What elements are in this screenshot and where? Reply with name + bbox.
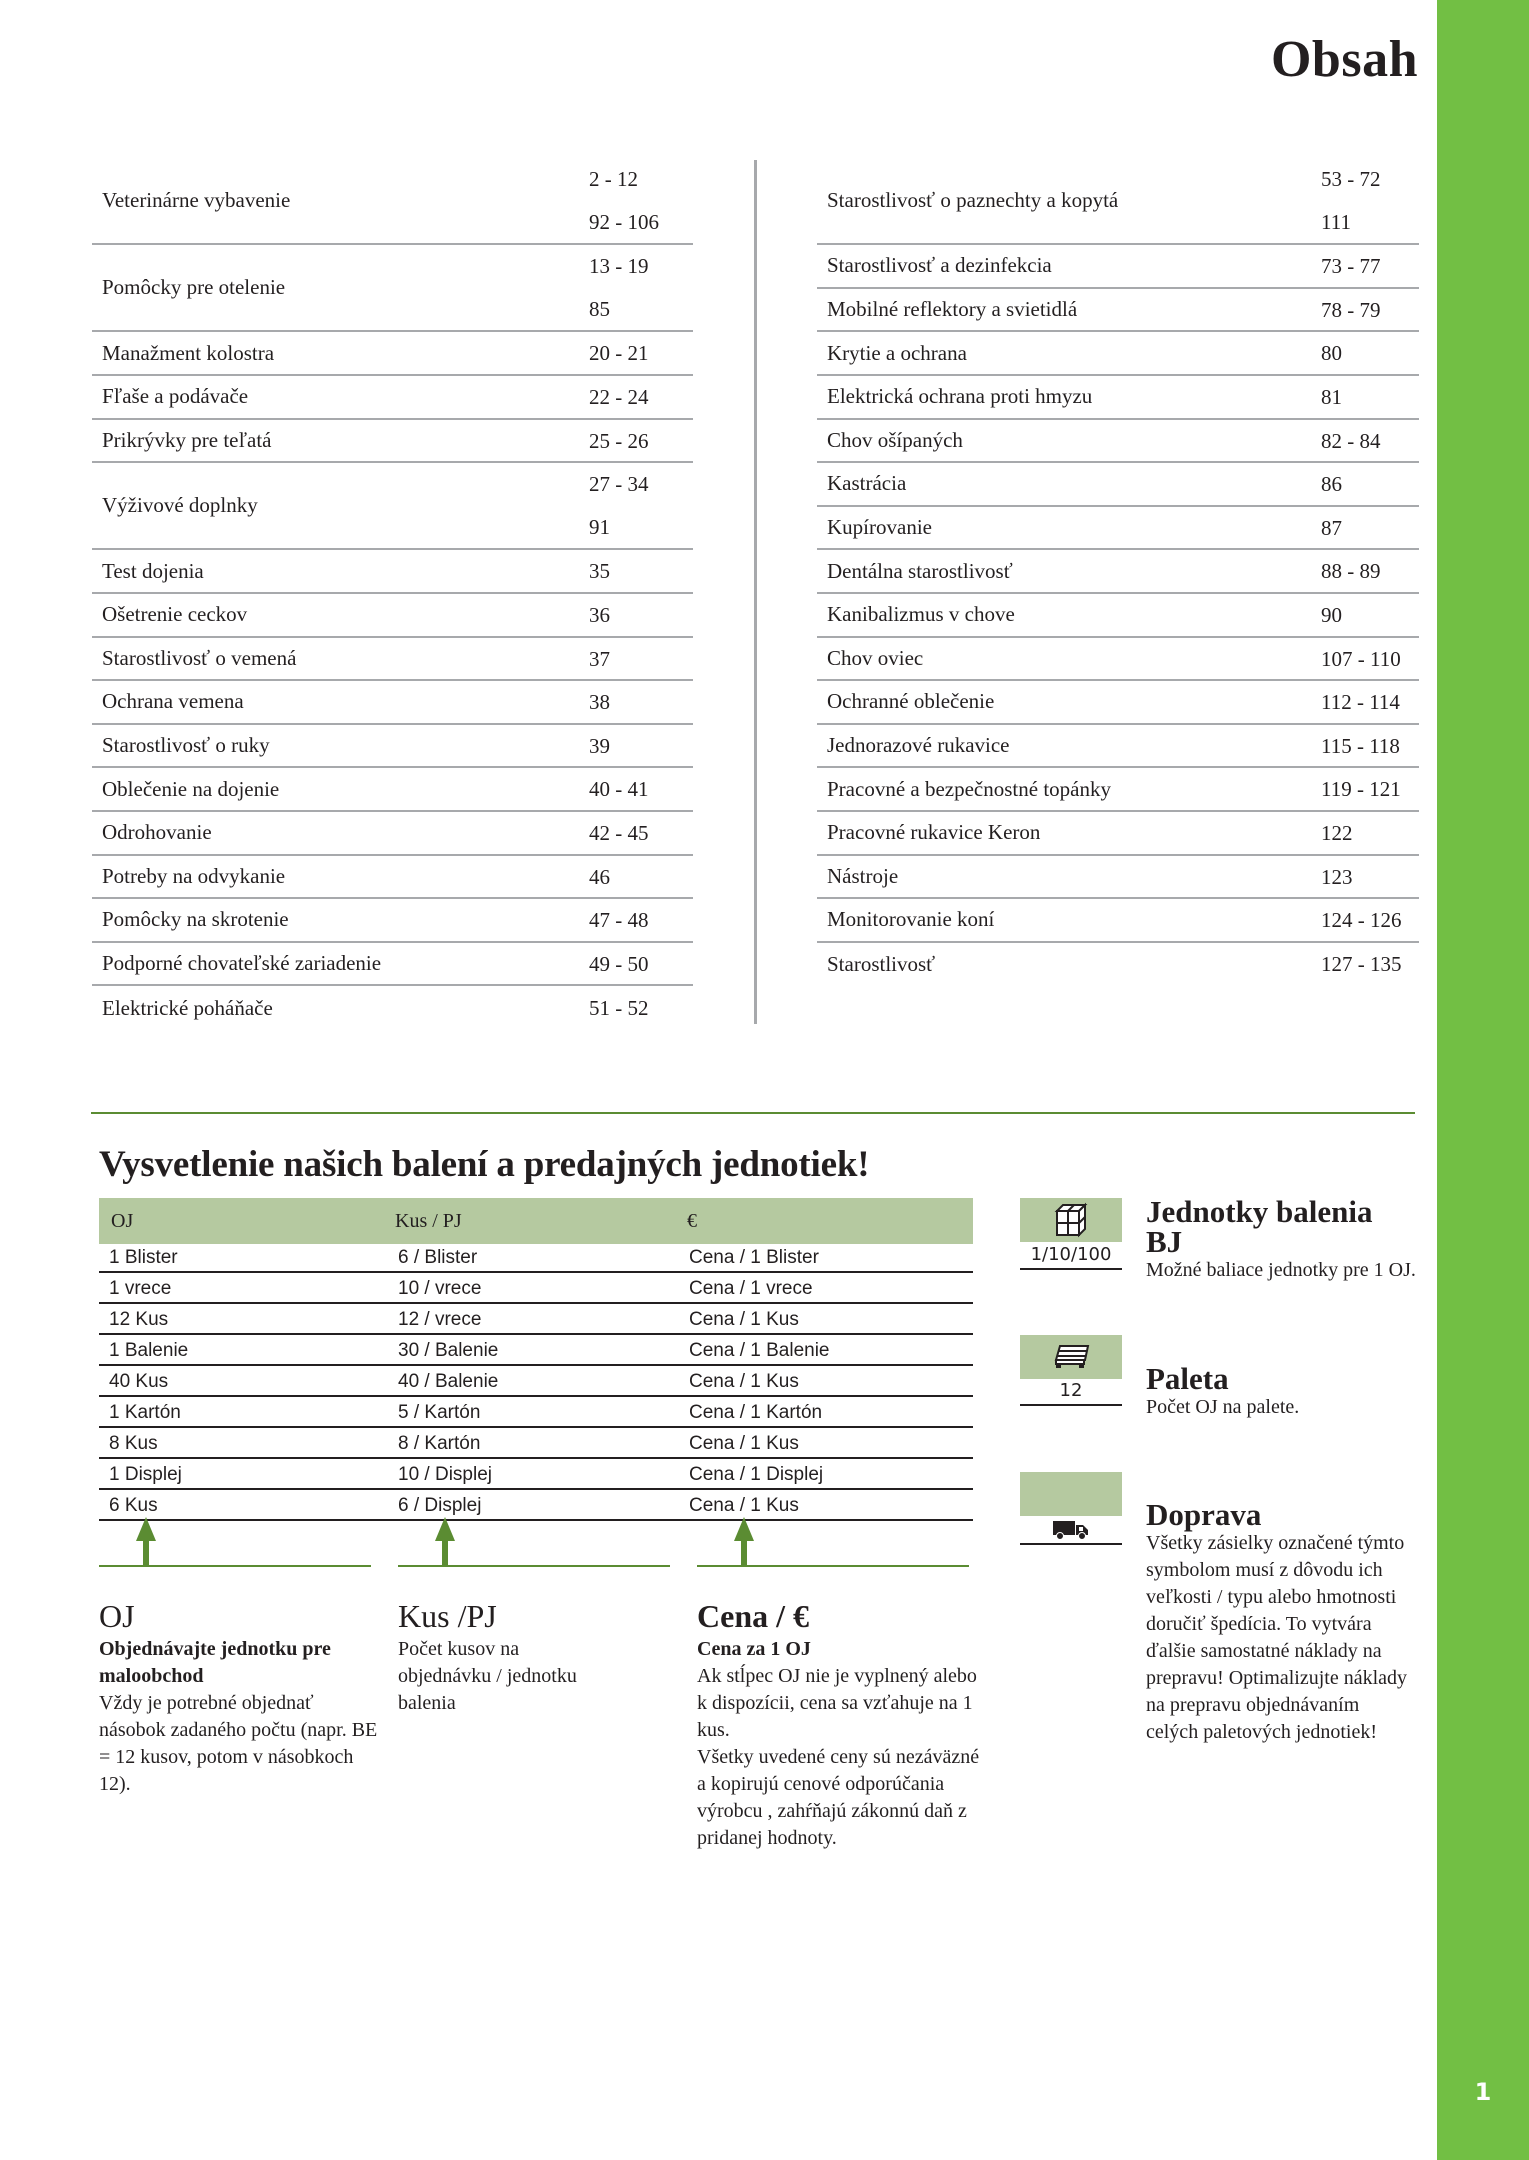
shipping-color-box (1020, 1472, 1122, 1516)
pallet-icon-box (1020, 1335, 1122, 1379)
toc-entry[interactable] (92, 463, 693, 550)
toc-entry[interactable] (817, 420, 1419, 464)
toc-entry[interactable] (817, 768, 1419, 812)
toc-entry-label: Chov oviec (827, 645, 924, 670)
toc-entry-label: Pomôcky na skrotenie (102, 907, 289, 932)
toc-page-range: 85 (589, 297, 610, 322)
explanation-kus-title: Kus /PJ (398, 1598, 497, 1634)
explanation-cena-subtitle: Cena za 1 OJ (697, 1638, 811, 1660)
toc-entry[interactable] (92, 594, 693, 638)
toc-page-range: 37 (589, 646, 610, 671)
toc-entry[interactable] (817, 681, 1419, 725)
toc-entry[interactable] (92, 812, 693, 856)
units-table (99, 1198, 973, 1521)
toc-entry-pages (1321, 812, 1419, 854)
toc-entry-pages (589, 681, 693, 723)
toc-page-range: 2 - 12 (589, 167, 638, 191)
explanation-cena-text1: Ak stĺpec OJ nie je vyplnený alebo k dispozícii, cena sa vzťahuje na 1 kus. (697, 1665, 977, 1741)
cell-kus-pj: 5 / Kartón (398, 1402, 481, 1424)
explanation-kus-text: Počet kusov na objednávku / jednotku balenia (398, 1638, 577, 1714)
toc-entry-label: Výživové doplnky (102, 493, 258, 518)
cell-price: Cena / 1 vrece (689, 1278, 813, 1300)
toc-entry[interactable] (817, 725, 1419, 769)
toc-entry-label: Potreby na odvykanie (102, 863, 286, 888)
pallet-title: Paleta (1146, 1361, 1229, 1396)
cell-price: Cena / 1 Kus (689, 1433, 799, 1455)
toc-entry[interactable] (92, 681, 693, 725)
packaging-icon-box (1020, 1198, 1122, 1242)
green-side-bar (1437, 0, 1529, 2160)
header-oj: OJ (111, 1209, 134, 1232)
arrow-oj (99, 1515, 371, 1567)
toc-right-column (817, 158, 1419, 986)
cell-price: Cena / 1 Balenie (689, 1340, 830, 1362)
cell-kus-pj: 40 / Balenie (398, 1371, 499, 1393)
toc-page-range: 87 (1321, 515, 1342, 540)
page-title: Obsah (1270, 31, 1418, 88)
toc-entry-pages (1321, 856, 1419, 898)
toc-entry-pages (589, 899, 693, 941)
toc-entry[interactable] (817, 507, 1419, 551)
toc-entry[interactable] (817, 856, 1419, 900)
shipping-title: Doprava (1146, 1497, 1262, 1532)
header-kus-pj: Kus / PJ (395, 1209, 462, 1232)
shipping-legend (1146, 1497, 1416, 1746)
toc-page-range: 35 (589, 559, 610, 584)
toc-entry-label: Dentálna starostlivosť (827, 558, 1013, 583)
toc-entry-label: Pracovné a bezpečnostné topánky (827, 776, 1111, 801)
toc-entry-label: Starostlivosť (827, 951, 936, 976)
pallet-icon (1052, 1344, 1090, 1370)
toc-entry-pages (1321, 638, 1419, 680)
toc-entry[interactable] (817, 550, 1419, 594)
toc-entry-pages (1321, 376, 1419, 418)
toc-entry[interactable] (92, 638, 693, 682)
toc-entry[interactable] (817, 158, 1419, 245)
toc-page-range: 107 - 110 (1321, 646, 1401, 671)
toc-entry-label: Prikrývky pre teľatá (102, 427, 272, 452)
cell-price: Cena / 1 Kus (689, 1495, 799, 1517)
toc-entry[interactable] (92, 943, 693, 987)
cell-kus-pj: 6 / Displej (398, 1495, 482, 1517)
toc-page-range: 46 (589, 864, 610, 889)
toc-entry-label: Starostlivosť o paznechty a kopytá (827, 188, 1119, 213)
shipping-text: Všetky zásielky označené týmto symbolom musí z dôvodu ich veľkosti / typu alebo hmotnosti doručiť špedícia. To vytvára ďalšie samostatné náklady na prepravu! Optimalizujte náklady na prepravu objednávaním celých paletových jednotiek! (1146, 1532, 1408, 1743)
pallet-legend (1146, 1361, 1416, 1421)
units-table-body (99, 1244, 973, 1521)
toc-entry-pages (1321, 289, 1419, 331)
explanation-oj-subtitle: Objednávajte jednotku pre maloobchod (99, 1638, 331, 1687)
toc-page-range: 86 (1321, 472, 1342, 497)
cell-price: Cena / 1 Displej (689, 1464, 824, 1486)
toc-entry-pages (589, 943, 693, 985)
toc-entry-pages (589, 332, 693, 374)
toc-page-range: 81 (1321, 384, 1342, 409)
toc-entry-pages (589, 856, 693, 898)
toc-entry[interactable] (817, 594, 1419, 638)
cell-kus-pj: 30 / Balenie (398, 1340, 499, 1362)
toc-left-column (92, 158, 693, 1030)
toc-entry-label: Kastrácia (827, 471, 907, 496)
units-table-row (99, 1366, 973, 1397)
toc-page-range: 25 - 26 (589, 428, 649, 453)
toc-entry-label: Elektrické poháňače (102, 995, 273, 1020)
toc-entry-label: Odrohovanie (102, 820, 212, 845)
toc-page-range: 36 (589, 602, 610, 627)
cell-kus-pj: 12 / vrece (398, 1309, 482, 1331)
packaging-caption: 1/10/100 (1020, 1244, 1122, 1270)
cell-oj: 12 Kus (109, 1309, 169, 1331)
toc-page-range: 40 - 41 (589, 777, 649, 802)
toc-entry-pages (1321, 943, 1419, 987)
explanation-kus (398, 1598, 578, 1717)
cell-oj: 1 Blister (109, 1247, 178, 1269)
toc-entry-pages (589, 376, 693, 418)
cell-oj: 8 Kus (109, 1433, 158, 1455)
toc-entry-label: Fľaše a podávače (102, 384, 249, 409)
toc-page-range: 115 - 118 (1321, 733, 1400, 758)
toc-entry-label: Mobilné reflektory a svietidlá (827, 297, 1078, 322)
cell-oj: 1 Kartón (109, 1402, 181, 1424)
page-number: 1 (1474, 2078, 1492, 2106)
toc-page-range: 122 (1321, 820, 1353, 845)
toc-entry-pages (1321, 550, 1419, 592)
cell-kus-pj: 10 / vrece (398, 1278, 482, 1300)
toc-entry-label: Pomôcky pre otelenie (102, 275, 286, 300)
toc-entry-pages (589, 768, 693, 810)
toc-entry-label: Krytie a ochrana (827, 340, 967, 365)
toc-entry-label: Nástroje (827, 863, 899, 888)
units-table-row (99, 1428, 973, 1459)
toc-page-range: 53 - 72 (1321, 167, 1381, 191)
toc-entry[interactable] (92, 420, 693, 464)
cell-price: Cena / 1 Kartón (689, 1402, 823, 1424)
toc-page-range: 80 (1321, 341, 1342, 366)
cell-oj: 1 Displej (109, 1464, 182, 1486)
arrow-cena (697, 1515, 969, 1567)
toc-entry-label: Elektrická ochrana proti hmyzu (827, 384, 1093, 409)
shipping-caption (1020, 1516, 1122, 1545)
toc-entry[interactable] (92, 768, 693, 812)
toc-entry[interactable] (817, 245, 1419, 289)
toc-page-range: 124 - 126 (1321, 908, 1402, 933)
toc-page-range: 20 - 21 (589, 341, 649, 366)
section-divider (91, 1112, 1415, 1114)
toc-entry-pages (589, 245, 693, 330)
toc-entry-pages (1321, 158, 1419, 243)
toc-entry-pages (1321, 681, 1419, 723)
toc-page-range: 51 - 52 (589, 995, 649, 1020)
toc-entry-pages (1321, 768, 1419, 810)
toc-entry-label: Test dojenia (102, 558, 204, 583)
cell-oj: 40 Kus (109, 1371, 169, 1393)
units-table-row (99, 1273, 973, 1304)
toc-page-range: 127 - 135 (1321, 951, 1402, 976)
explanation-oj (99, 1598, 379, 1798)
cell-kus-pj: 8 / Kartón (398, 1433, 481, 1455)
toc-entry[interactable] (817, 812, 1419, 856)
toc-entry-label: Ochranné oblečenie (827, 689, 995, 714)
toc-entry-label: Kupírovanie (827, 515, 932, 540)
arrow-up-icon (132, 1515, 160, 1567)
toc-page-range: 91 (589, 515, 610, 540)
toc-entry[interactable] (92, 986, 693, 1030)
toc-entry-label: Oblečenie na dojenie (102, 776, 280, 801)
toc-page-range: 111 (1321, 210, 1351, 234)
toc-entry[interactable] (817, 943, 1419, 987)
units-table-row (99, 1244, 973, 1273)
cell-price: Cena / 1 Blister (689, 1247, 819, 1269)
toc-entry[interactable] (92, 332, 693, 376)
toc-entry-pages (589, 594, 693, 636)
toc-entry-pages (1321, 245, 1419, 287)
toc-entry-pages (1321, 463, 1419, 505)
cell-kus-pj: 10 / Displej (398, 1464, 492, 1486)
toc-entry-label: Starostlivosť o ruky (102, 733, 270, 758)
toc-entry-label: Ošetrenie ceckov (102, 602, 248, 627)
toc-entry-pages (589, 725, 693, 767)
toc-entry-label: Chov ošípaných (827, 427, 963, 452)
units-section-title: Vysvetlenie našich balení a predajných jednotiek! (99, 1144, 870, 1185)
toc-page-range: 82 - 84 (1321, 428, 1381, 453)
toc-entry-pages (1321, 420, 1419, 462)
cell-oj: 1 vrece (109, 1278, 172, 1300)
toc-entry-label: Veterinárne vybavenie (102, 188, 291, 213)
toc-entry-label: Monitorovanie koní (827, 907, 995, 932)
arrow-up-icon (431, 1515, 459, 1567)
toc-entry-pages (1321, 594, 1419, 636)
toc-entry-label: Starostlivosť a dezinfekcia (827, 253, 1052, 278)
toc-page-range: 90 (1321, 602, 1342, 627)
header-euro: € (687, 1209, 697, 1232)
toc-entry[interactable] (817, 463, 1419, 507)
toc-entry-pages (1321, 507, 1419, 549)
toc-page-range: 123 (1321, 864, 1353, 889)
toc-entry[interactable] (817, 899, 1419, 943)
units-table-row (99, 1459, 973, 1490)
toc-entry[interactable] (92, 856, 693, 900)
units-table-row (99, 1304, 973, 1335)
toc-entry-pages (589, 986, 693, 1030)
arrow-kus (398, 1515, 670, 1567)
toc-entry[interactable] (92, 158, 693, 245)
packaging-legend (1146, 1194, 1416, 1284)
toc-page-range: 88 - 89 (1321, 559, 1381, 584)
toc-entry-pages (589, 638, 693, 680)
toc-entry-pages (1321, 725, 1419, 767)
toc-page-range: 27 - 34 (589, 472, 649, 497)
units-table-row (99, 1397, 973, 1428)
cell-kus-pj: 6 / Blister (398, 1247, 478, 1269)
toc-entry[interactable] (92, 550, 693, 594)
toc-page-range: 47 - 48 (589, 908, 649, 933)
toc-entry[interactable] (817, 332, 1419, 376)
toc-entry[interactable] (92, 725, 693, 769)
toc-page-range: 38 (589, 690, 610, 715)
toc-page-range: 39 (589, 733, 610, 758)
toc-page-range: 119 - 121 (1321, 777, 1401, 802)
toc-page-range: 73 - 77 (1321, 254, 1381, 279)
explanation-cena-text2: Všetky uvedené ceny sú nezáväzné a kopirujú cenové odporúčania výrobcu , zahŕňajú zákonnú daň z pridanej hodnoty. (697, 1746, 980, 1849)
toc-entry-label: Podporné chovateľské zariadenie (102, 950, 382, 975)
toc-entry[interactable] (817, 289, 1419, 333)
toc-entry-label: Starostlivosť o vemená (102, 645, 297, 670)
toc-entry-pages (589, 463, 693, 548)
toc-page-range: 49 - 50 (589, 951, 649, 976)
explanation-cena-title: Cena / € (697, 1598, 809, 1634)
toc-entry-label: Pracovné rukavice Keron (827, 820, 1041, 845)
toc-entry[interactable] (817, 376, 1419, 420)
cell-oj: 6 Kus (109, 1495, 158, 1517)
toc-page-range: 13 - 19 (589, 254, 649, 279)
packaging-title: Jednotky balenia BJ (1146, 1194, 1373, 1259)
cell-oj: 1 Balenie (109, 1340, 189, 1362)
toc-page-range: 92 - 106 (589, 210, 659, 234)
toc-entry-pages (1321, 899, 1419, 941)
explanation-oj-text: Vždy je potrebné objednať násobok zadaného počtu (napr. BE = 12 kusov, potom v násobkoch 12). (99, 1692, 378, 1795)
toc-entry-pages (589, 158, 693, 243)
explanation-oj-title: OJ (99, 1598, 135, 1634)
toc-page-range: 22 - 24 (589, 384, 649, 409)
toc-entry-pages (1321, 332, 1419, 374)
pallet-caption: 12 (1020, 1380, 1122, 1406)
toc-entry-pages (589, 420, 693, 462)
toc-page-range: 112 - 114 (1321, 690, 1400, 715)
units-table-header (99, 1198, 973, 1244)
toc-entry-label: Ochrana vemena (102, 689, 244, 714)
toc-page-range: 78 - 79 (1321, 297, 1381, 322)
toc-entry-label: Jednorazové rukavice (827, 733, 1010, 758)
arrow-up-icon (730, 1515, 758, 1567)
toc-entry-pages (589, 550, 693, 592)
toc-entry[interactable] (92, 899, 693, 943)
cell-price: Cena / 1 Kus (689, 1309, 799, 1331)
truck-icon (1052, 1519, 1090, 1541)
toc-entry[interactable] (92, 376, 693, 420)
packaging-text: Možné baliace jednotky pre 1 OJ. (1146, 1259, 1416, 1281)
toc-entry-pages (589, 812, 693, 854)
toc-entry[interactable] (817, 638, 1419, 682)
toc-page-range: 42 - 45 (589, 820, 649, 845)
units-table-row (99, 1335, 973, 1366)
toc-entry-label: Kanibalizmus v chove (827, 602, 1015, 627)
toc-entry[interactable] (92, 245, 693, 332)
toc-column-divider (754, 160, 757, 1024)
box-icon (1053, 1201, 1089, 1239)
explanation-cena (697, 1598, 982, 1852)
cell-price: Cena / 1 Kus (689, 1371, 799, 1393)
pallet-text: Počet OJ na palete. (1146, 1396, 1300, 1418)
toc-entry-label: Manažment kolostra (102, 340, 275, 365)
